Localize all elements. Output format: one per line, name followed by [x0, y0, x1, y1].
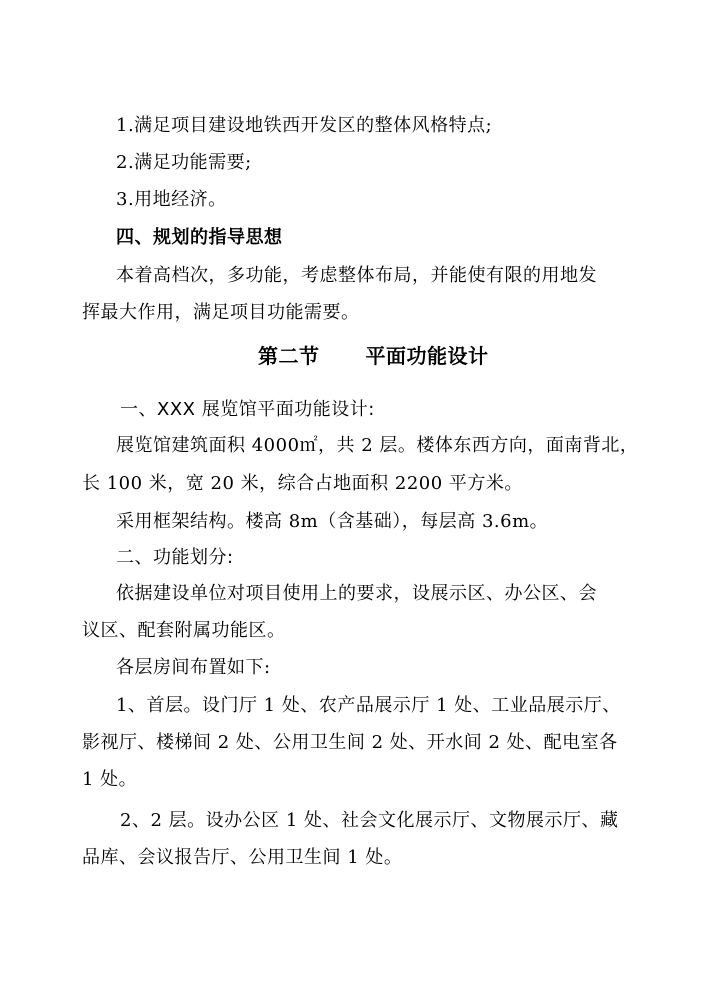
paragraph-line: 影视厅、楼梯间 2 处、公用卫生间 2 处、开水间 2 处、配电室各: [82, 732, 618, 753]
paragraph-line: 1、首层。设门厅 1 处、农产品展示厅 1 处、工业品展示厅、: [116, 695, 621, 716]
paragraph-line: 2、2 层。设办公区 1 处、社会文化展示厅、文物展示厅、藏: [120, 810, 619, 831]
subsection-heading-function-division: 二、功能划分:: [116, 547, 234, 568]
paragraph-line: 本着高档次，多功能，考虑整体布局，并能使有限的用地发: [116, 265, 597, 286]
list-item-3: 3.用地经济。: [116, 189, 227, 210]
paragraph-line: 采用框架结构。楼高 8m（含基础），每层高 3.6m。: [116, 511, 549, 532]
paragraph-line: 依据建设单位对项目使用上的要求，设展示区、办公区、会: [116, 583, 597, 604]
paragraph-line: 各层房间布置如下:: [116, 657, 271, 678]
chapter-heading: [258, 344, 489, 368]
chapter-title: 平面功能设计: [365, 344, 489, 368]
paragraph-line: 议区、配套附属功能区。: [82, 620, 286, 641]
paragraph-line: 品库、会议报告厅、公用卫生间 1 处。: [82, 847, 403, 868]
paragraph-line: 1 处。: [82, 769, 138, 790]
paragraph-line: 挥最大作用，满足项目功能需要。: [82, 302, 360, 323]
paragraph-line: 长 100 米，宽 20 米，综合占地面积 2200 平方米。: [82, 473, 523, 494]
paragraph-line: 展览馆建筑面积 4000㎡，共 2 层。楼体东西方向，面南背北，: [116, 435, 639, 456]
subsection-heading-floor-plan: 一、XXX 展览馆平面功能设计:: [120, 399, 375, 420]
list-item-1: 1.满足项目建设地铁西开发区的整体风格特点;: [116, 115, 493, 136]
chapter-label: 第二节: [258, 344, 320, 368]
section-heading-guiding-idea: 四、规划的指导思想: [116, 227, 283, 248]
list-item-2: 2.满足功能需要;: [116, 152, 252, 173]
